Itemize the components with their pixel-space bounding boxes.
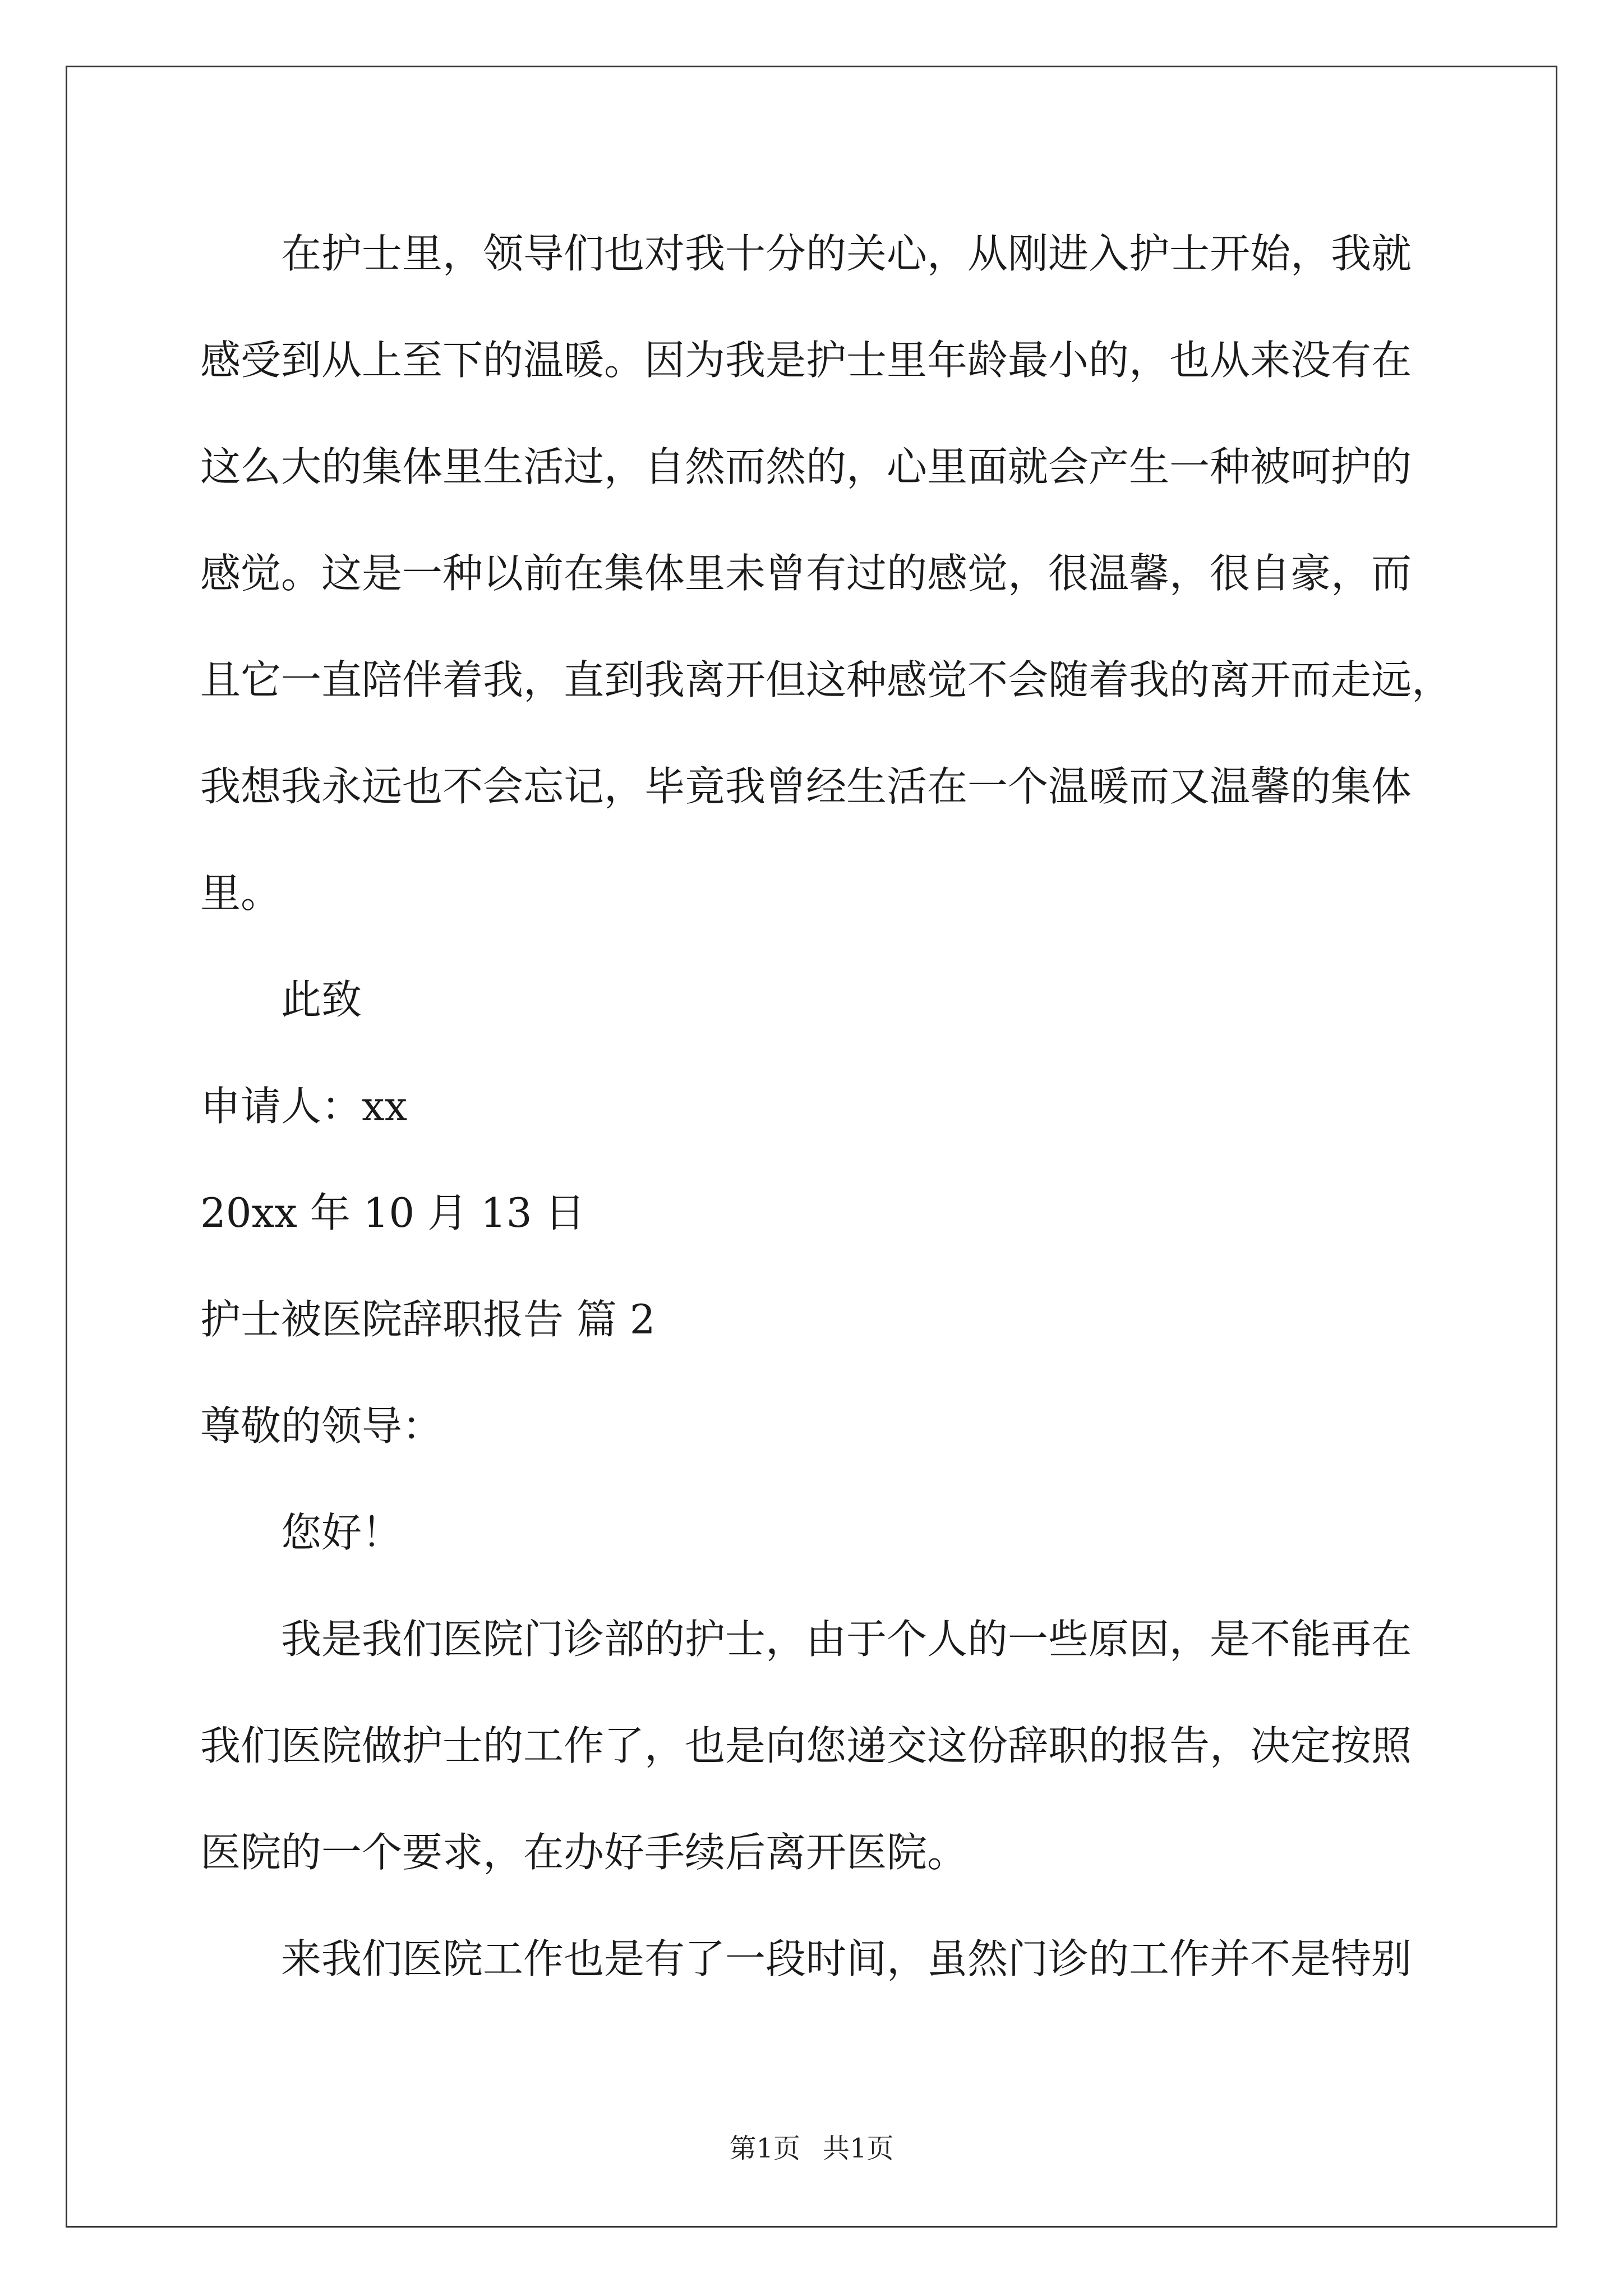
body-line: 在护士里，领导们也对我十分的关心，从刚进入护士开始，我就: [281, 230, 1412, 277]
applicant-line: 申请人：xx: [200, 1083, 408, 1130]
body-line: 感受到从上至下的温暖。因为我是护士里年龄最小的，也从来没有在: [200, 337, 1412, 384]
document-body: [200, 220, 1453, 2032]
date-line: 20xx 年 10 月 13 日: [200, 1189, 585, 1236]
closing-salutation: 此致: [281, 976, 362, 1023]
body-line: 这么大的集体里生活过，自然而然的，心里面就会产生一种被呵护的: [200, 443, 1412, 490]
section-title: 护士被医院辞职报告 篇 2: [200, 1296, 656, 1343]
body-line: 我们医院做护士的工作了，也是向您递交这份辞职的报告，决定按照: [200, 1722, 1412, 1769]
page-footer: [0, 2132, 1623, 2165]
body-line: 且它一直陪伴着我，直到我离开但这种感觉不会随着我的离开而走远，: [200, 656, 1453, 703]
page-total: 共1页: [823, 2133, 894, 2164]
body-line: 里。: [200, 869, 282, 917]
body-line: 我想我永远也不会忘记，毕竟我曾经生活在一个温暖而又温馨的集体: [200, 763, 1412, 810]
greeting-hello: 您好！: [281, 1509, 403, 1556]
page-number: 第1页: [729, 2133, 800, 2164]
body-line: 医院的一个要求，在办好手续后离开医院。: [200, 1829, 968, 1876]
body-line: 我是我们医院门诊部的护士，由于个人的一些原因，是不能再在: [281, 1616, 1412, 1663]
greeting-recipient: 尊敬的领导：: [200, 1402, 443, 1450]
body-line: 感觉。这是一种以前在集体里未曾有过的感觉，很温馨，很自豪，而: [200, 550, 1412, 597]
body-line: 来我们医院工作也是有了一段时间，虽然门诊的工作并不是特别: [281, 1935, 1412, 1982]
